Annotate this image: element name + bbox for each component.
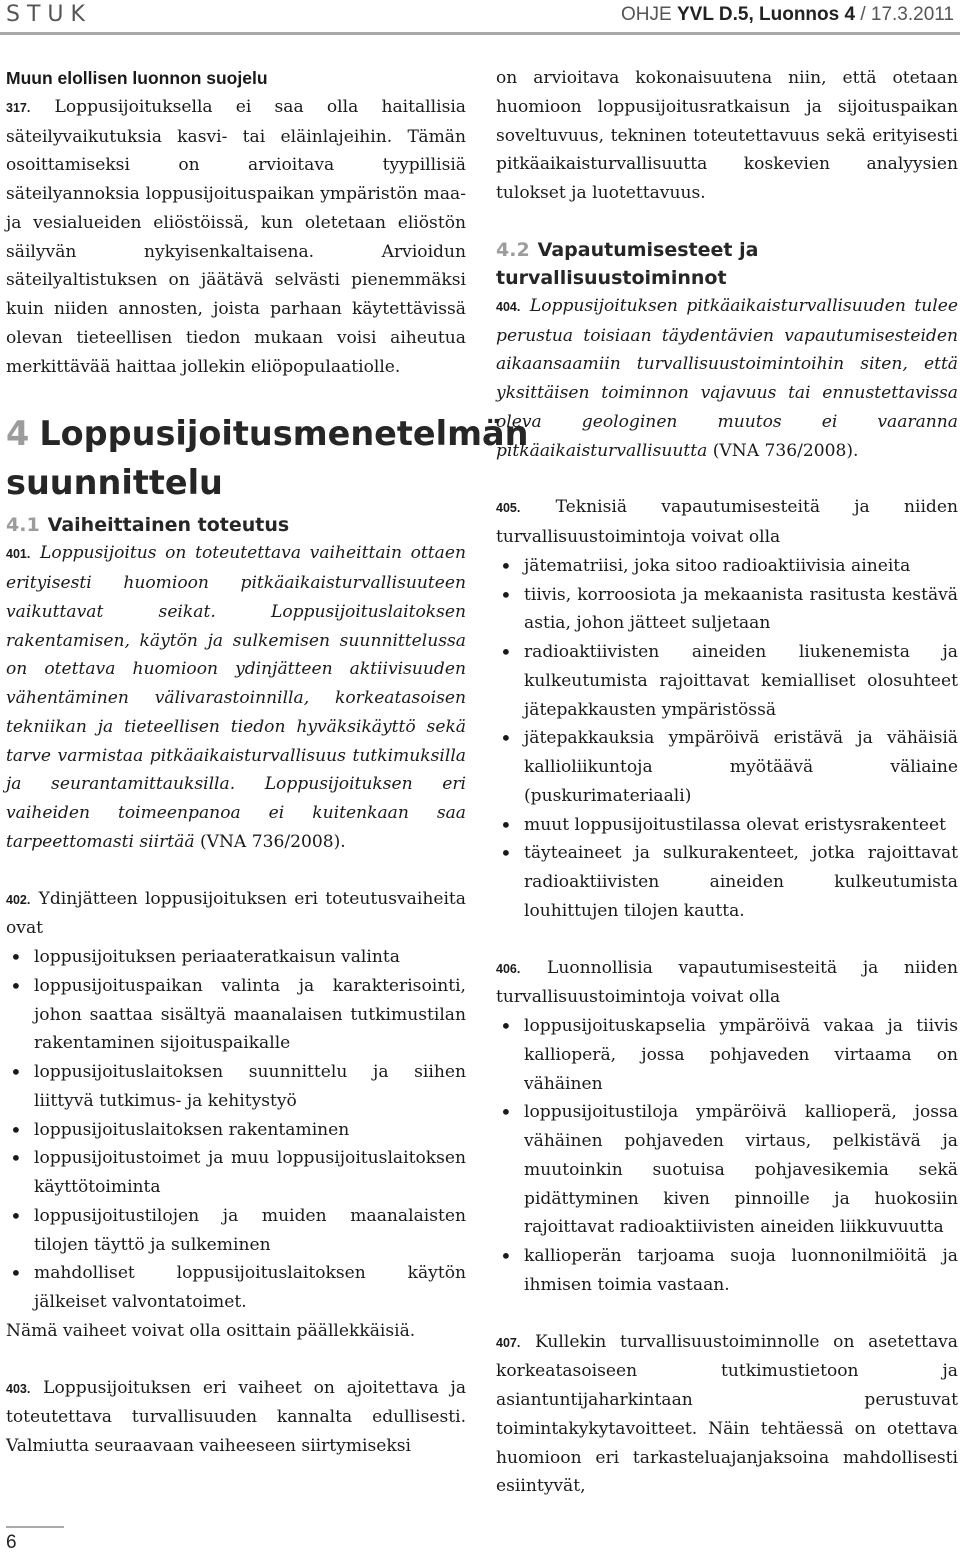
footer-divider	[6, 1526, 64, 1528]
paragraph-317	[6, 93, 466, 382]
list-item: • loppusijoituslaitoksen rakentaminen	[6, 1116, 466, 1145]
right-column	[496, 64, 958, 1501]
section-title: Vapautumisesteet ja turvallisuustoiminnot	[496, 238, 759, 289]
paragraph-text: Teknisiä vapautumisesteitä ja niiden turvallisuustoimintoja voivat olla	[496, 497, 958, 547]
list-item: • loppusijoitustoimet ja muu loppusijoituslaitoksen käyttötoiminta	[6, 1144, 466, 1202]
subheading: Muun elollisen luonnon suojelu	[6, 68, 268, 88]
paragraph-number: 406.	[496, 961, 521, 976]
section-number: 4.1	[6, 514, 40, 537]
reference-document-id: YVL D.5, Luonnos 4	[676, 4, 856, 25]
document-reference	[621, 4, 954, 26]
paragraph-403-continued: on arvioitava kokonaisuutena niin, että otetaan huomioon loppusijoitusratkaisun ja sijoituspaikan soveltuvuus, tekninen toteutettavuus sekä erityisesti pitkäaikaisturvallisuutta koskevien analyysien tulokset ja luotettavuus.	[496, 68, 958, 203]
list-item: • jätematriisi, joka sitoo radioaktiivisia aineita	[496, 552, 958, 581]
paragraph-number: 405.	[496, 501, 521, 516]
list-item: • jätepakkauksia ympäröivä eristävä ja vähäisiä kallioliikuntoja myötäävä väliaine (puskurimateriaali)	[496, 724, 958, 810]
paragraph-citation: (VNA 736/2008).	[194, 831, 346, 852]
paragraph-403	[6, 1374, 466, 1461]
list-item: • loppusijoitustilojen ja muiden maanalaisten tilojen täyttö ja sulkeminen	[6, 1202, 466, 1260]
list-item: • muut loppusijoitustilassa olevat eristysrakenteet	[496, 811, 958, 840]
section-heading	[496, 236, 958, 292]
list-item: • radioaktiivisten aineiden liukenemista ja kulkeutumista rajoittavat kemialliset olosuhteet jätepakkausten ympäristössä	[496, 638, 958, 724]
paragraph-text: Ydinjätteen loppusijoituksen eri toteutusvaiheita ovat	[6, 888, 466, 939]
list-item: • loppusijoituksen periaateratkaisun valinta	[6, 943, 466, 972]
paragraph-401	[6, 539, 466, 856]
chapter-heading	[6, 409, 529, 507]
page-number: 6	[6, 1532, 17, 1553]
paragraph-text-italic: Loppusijoituksen pitkäaikaisturvallisuuden tulee perustua toisiaan täydentävien vapautumisesteiden aikaansaamiin turvallisuustoimintoihin siten, että yksittäisen toiminnon vajavuus tai ennustettavissa oleva geologinen muutos ei vaaranna pitkäaikaisturvallisuutta	[496, 295, 958, 461]
list-item: • loppusijoituslaitoksen suunnittelu ja siihen liittyvä tutkimus- ja kehitystyö	[6, 1058, 466, 1116]
paragraph-text: Luonnollisia vapautumisesteitä ja niiden turvallisuustoimintoja voivat olla	[496, 957, 958, 1008]
paragraph-407	[496, 1328, 958, 1502]
paragraph-405	[496, 493, 958, 552]
paragraph-402	[6, 885, 466, 944]
section-number: 4.2	[496, 238, 530, 261]
paragraph-number: 407.	[496, 1335, 521, 1350]
header-divider	[0, 32, 960, 35]
paragraph-number: 317.	[6, 100, 31, 115]
paragraph-text: Kullekin turvallisuustoiminnolle on asetettava korkeatasoiseen tutkimustietoon ja asiantuntijaharkintaan perustuvat toimintakykytavoitteet. Näin tehtäessä on otettava huomioon eri tarkasteluajanjaksoina mahdollisesti esiintyvät,	[496, 1331, 959, 1497]
list-item: • mahdolliset loppusijoituslaitoksen käytön jälkeiset valvontatoimet.	[6, 1259, 466, 1317]
paragraph-402-closing: Nämä vaiheet voivat olla osittain päällekkäisiä.	[6, 1320, 416, 1341]
paragraph-number: 403.	[6, 1381, 31, 1396]
list-item: • kallioperän tarjoama suoja luonnonilmiöitä ja ihmisen toimia vastaan.	[496, 1242, 958, 1300]
section-heading	[6, 511, 466, 539]
paragraph-text-italic: Loppusijoitus on toteutettava vaiheittain ottaen erityisesti huomioon pitkäaikaisturvallisuuteen vaikuttavat seikat. Loppusijoituslaitoksen rakentamisen, käytön ja sulkemisen suunnittelussa on otettava huomioon ydinjätteen aktiivisuuden vähentäminen välivarastoinnilla, korkeatasoisen tekniikan ja tieteellisen tiedon hyväksikäyttö sekä tarve varmistaa pitkäaikaisturvallisuus tutkimuksilla ja seurantamittauksilla. Loppusijoituksen eri vaiheiden toimeenpanoa ei kuitenkaan saa tarpeettomasti siirtää	[6, 543, 466, 852]
paragraph-text: Loppusijoituksella ei saa olla haitallisia säteilyvaikutuksia kasvi- tai eläinlajeihin. Tämän osoittamiseksi on arvioitava tyypillisiä säteilyannoksia loppusijoituspaikan ympäristön maa- ja vesialueiden eliöstöissä, kun oletetaan eliöstön säilyvän nykyisenkaltaisena. Arvioidun säteilyaltistuksen on jäätävä selvästi pienemmäksi kuin niiden annosten, joista parhaan käytettävissä olevan tieteellisen tiedon mukaan voisi aiheutua merkittävää haittaa jollekin eliöpopulaatiolle.	[6, 96, 466, 377]
paragraph-number: 402.	[6, 892, 31, 907]
paragraph-404	[496, 292, 958, 466]
paragraph-citation: (VNA 736/2008).	[707, 440, 859, 461]
chapter-title: Loppusijoitusmenetelmän suunnittelu	[6, 414, 529, 503]
bullet-list	[6, 943, 466, 1317]
paragraph-406	[496, 954, 958, 1013]
paragraph-text: Loppusijoituksen eri vaiheet on ajoitettava ja toteutettava turvallisuuden kannalta edullisesti. Valmiutta seuraavaan vaiheeseen siirtymiseksi	[6, 1377, 467, 1456]
paragraph-number: 401.	[6, 547, 31, 562]
bullet-list	[496, 1012, 958, 1300]
chapter-number: 4	[6, 414, 30, 454]
section-title: Vaiheittainen toteutus	[47, 514, 290, 537]
reference-prefix: OHJE	[621, 4, 677, 25]
list-item: • tiivis, korroosiota ja mekaanista rasitusta kestävä astia, johon jätteet suljetaan	[496, 581, 958, 639]
list-item: • loppusijoituskapselia ympäröivä vakaa ja tiivis kallioperä, jossa pohjaveden virtaama on vähäinen	[496, 1012, 958, 1098]
list-item: • loppusijoituspaikan valinta ja karakterisointi, johon saattaa sisältyä maanalaisen tutkimustilan rakentaminen sijoituspaikalle	[6, 972, 466, 1058]
reference-date: / 17.3.2011	[855, 4, 954, 25]
organization-name: STUK	[6, 2, 92, 27]
list-item: • täyteaineet ja sulkurakenteet, jotka rajoittavat radioaktiivisten aineiden kulkeutumista louhittujen tilojen kautta.	[496, 839, 958, 925]
paragraph-number: 404.	[496, 299, 521, 314]
bullet-list	[496, 552, 958, 926]
list-item: • loppusijoitustiloja ympäröivä kallioperä, jossa vähäinen pohjaveden virtaus, pelkistävä ja muutoinkin suotuisa pohjavesikemia sekä pidättyminen kiven pinnoille ja huokosiin rajoittavat radioaktiivisten aineiden liikkuvuutta	[496, 1098, 958, 1242]
